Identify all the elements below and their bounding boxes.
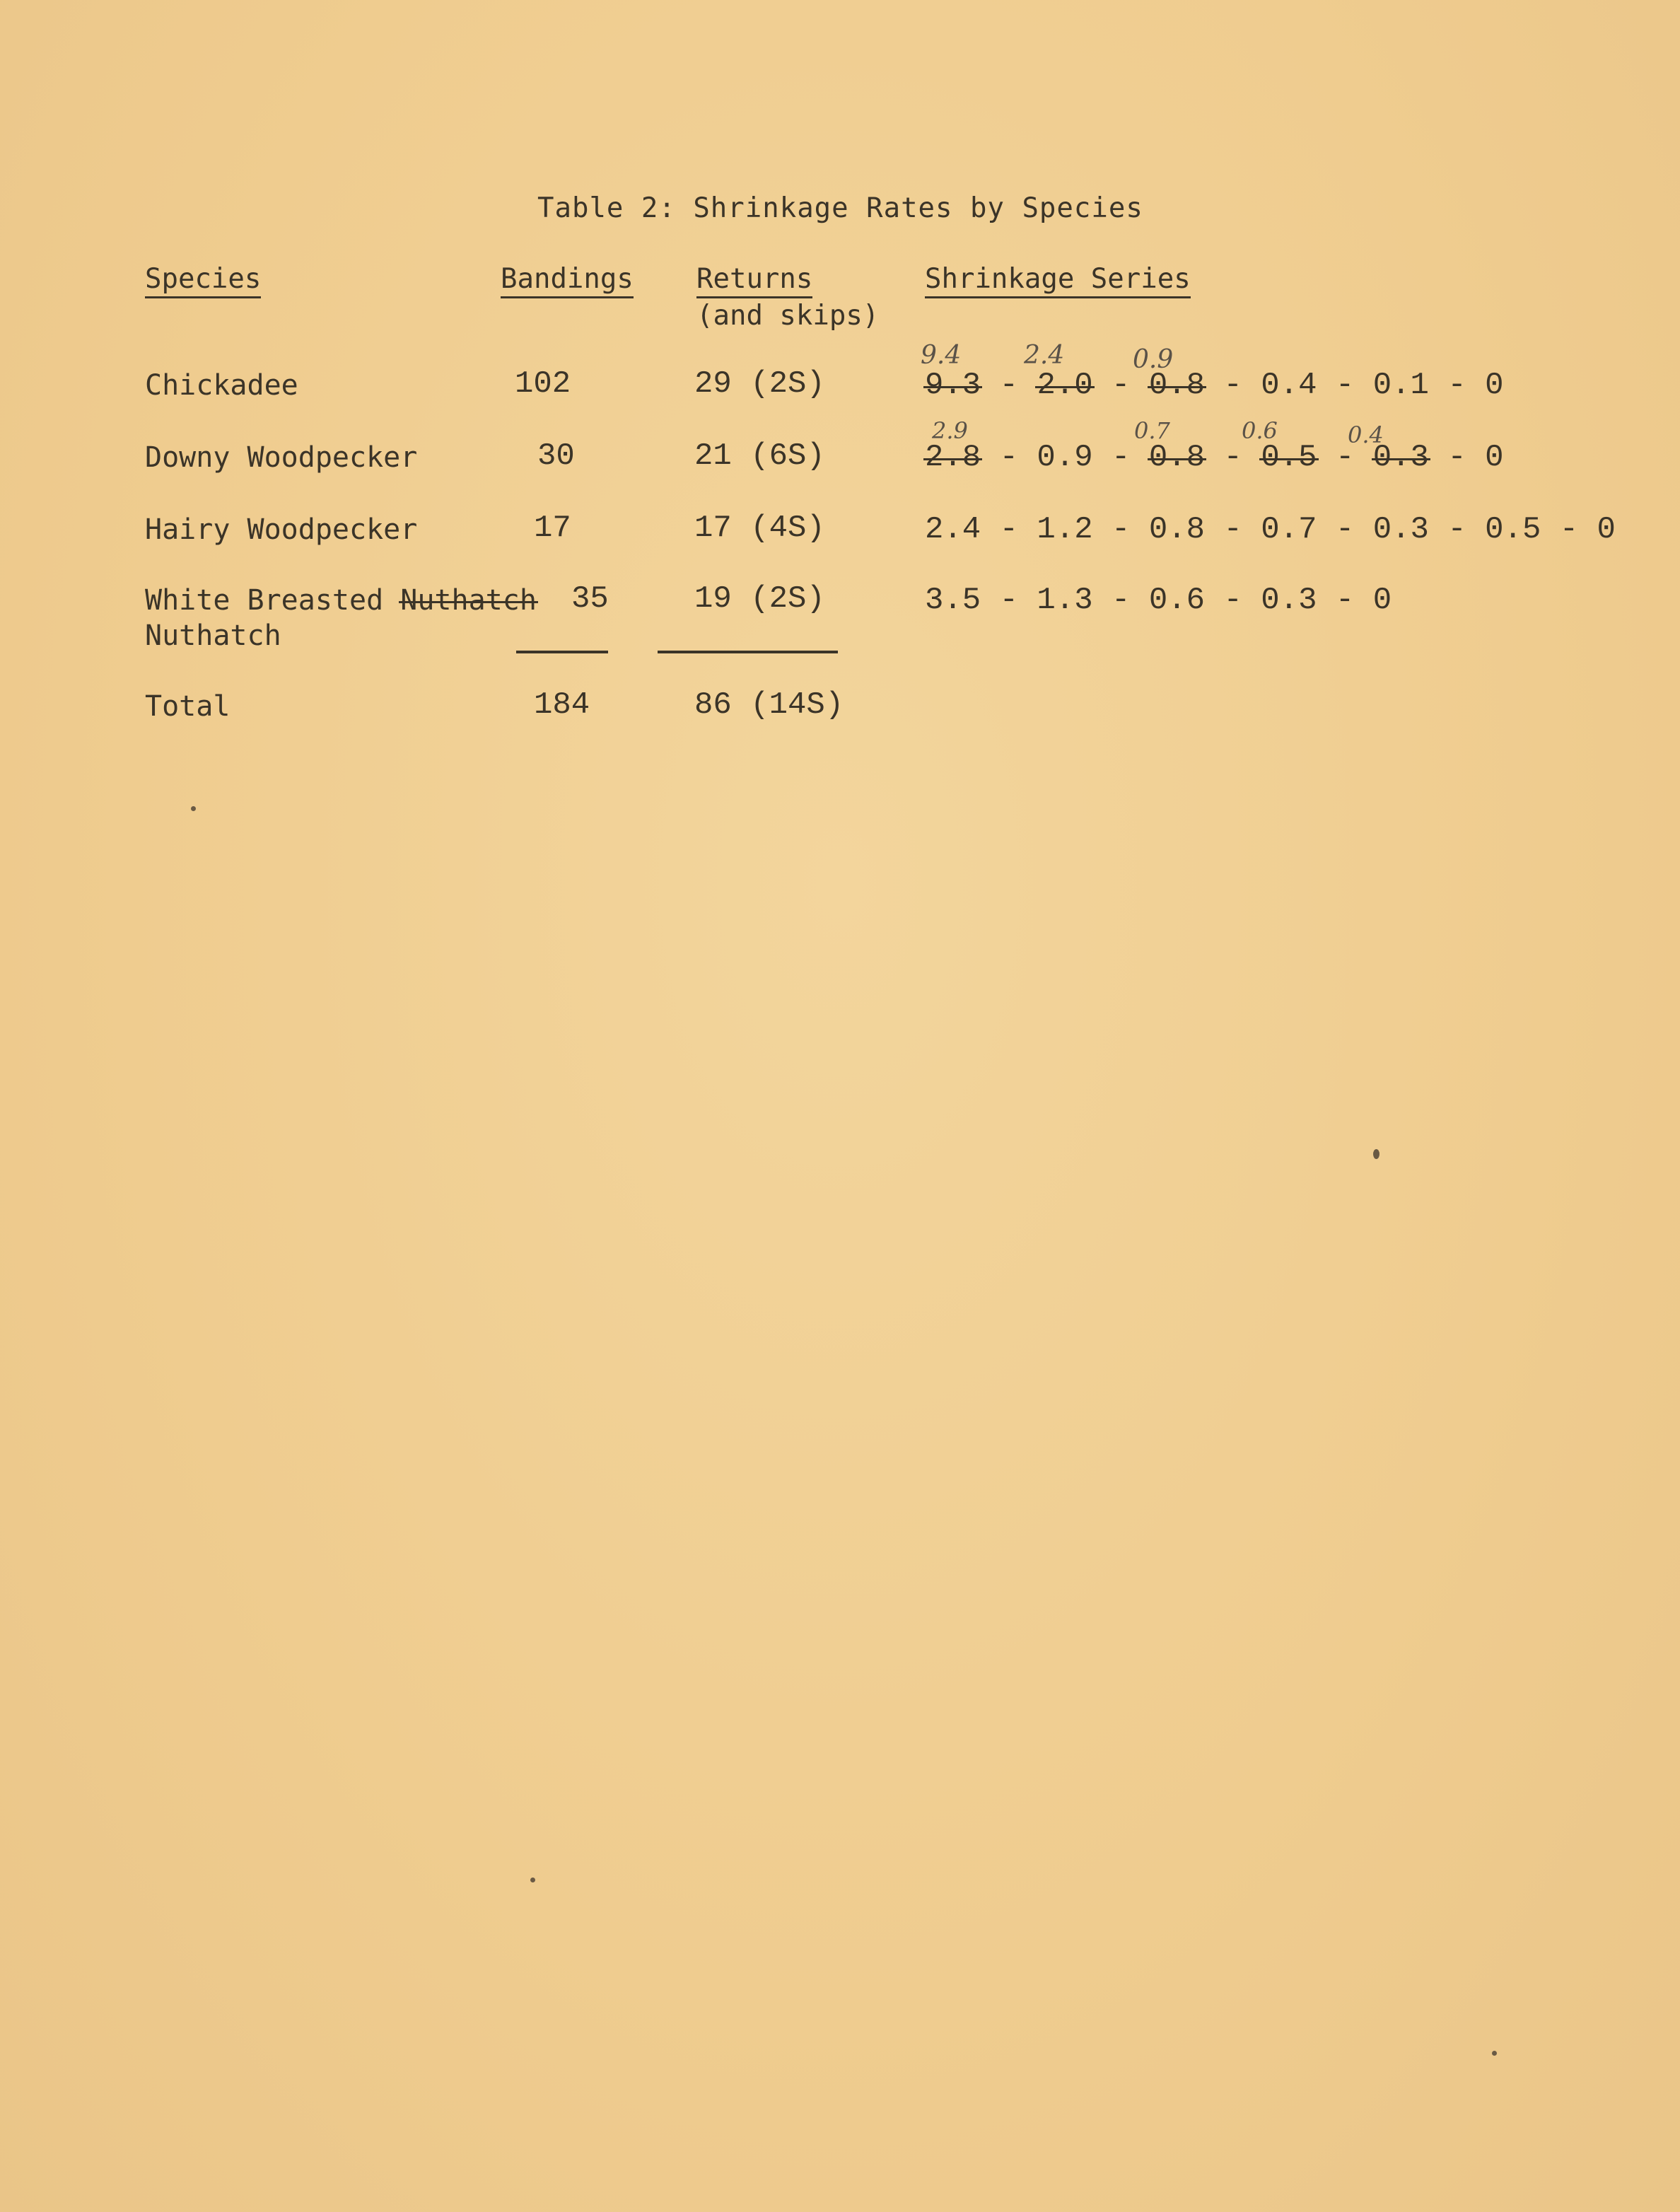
total-returns: 86 (14S) <box>694 687 844 723</box>
row-nuthatch-series: 3.5 - 1.3 - 0.6 - 0.3 - 0 <box>925 583 1392 618</box>
handwritten-correction: 9.4 <box>921 341 962 370</box>
row-chickadee-bandings: 102 <box>515 366 571 402</box>
header-returns-subtitle: (and skips) <box>696 300 880 332</box>
handwritten-correction: 0.7 <box>1134 417 1170 444</box>
handwritten-correction: 0.4 <box>1348 421 1384 448</box>
row-hairy-returns: 17 (4S) <box>694 511 825 546</box>
handwritten-correction: 0.9 <box>1133 345 1174 374</box>
row-chickadee-species: Chickadee <box>145 369 298 402</box>
header-species: Species <box>145 263 261 295</box>
row-chickadee-returns: 29 (2S) <box>694 366 825 402</box>
header-returns: Returns <box>696 263 812 295</box>
sum-rule-returns <box>658 651 838 653</box>
row-nuthatch-species-line2: Nuthatch <box>145 619 281 652</box>
header-shrinkage-series: Shrinkage Series <box>925 263 1191 295</box>
paper-speck <box>1373 1149 1379 1159</box>
handwritten-correction: 0.6 <box>1242 417 1278 444</box>
paper-speck <box>530 1878 535 1882</box>
row-chickadee-series: 9.3 - 2.0 - 0.8 - 0.4 - 0.1 - 0 <box>925 368 1504 403</box>
paper-speck <box>191 806 196 811</box>
row-downy-bandings: 30 <box>537 438 575 474</box>
handwritten-correction: 2.9 <box>932 417 968 444</box>
row-nuthatch-bandings: 35 <box>571 581 609 617</box>
table-title: Table 2: Shrinkage Rates by Species <box>537 192 1143 224</box>
row-hairy-bandings: 17 <box>534 511 571 546</box>
row-nuthatch-species: White Breasted Nuthatch <box>145 584 537 617</box>
row-downy-species: Downy Woodpecker <box>145 441 418 474</box>
row-downy-series: 2.8 - 0.9 - 0.8 - 0.5 - 0.3 - 0 <box>925 440 1504 475</box>
paper-speck <box>1492 2051 1497 2056</box>
row-downy-returns: 21 (6S) <box>694 438 825 474</box>
row-hairy-series: 2.4 - 1.2 - 0.8 - 0.7 - 0.3 - 0.5 - 0 <box>925 512 1616 547</box>
total-bandings: 184 <box>534 687 590 723</box>
row-hairy-species: Hairy Woodpecker <box>145 513 418 546</box>
row-nuthatch-returns: 19 (2S) <box>694 581 825 617</box>
header-bandings: Bandings <box>501 263 634 295</box>
sum-rule-bandings <box>516 651 608 653</box>
handwritten-correction: 2.4 <box>1024 341 1065 370</box>
total-label: Total <box>145 690 231 723</box>
